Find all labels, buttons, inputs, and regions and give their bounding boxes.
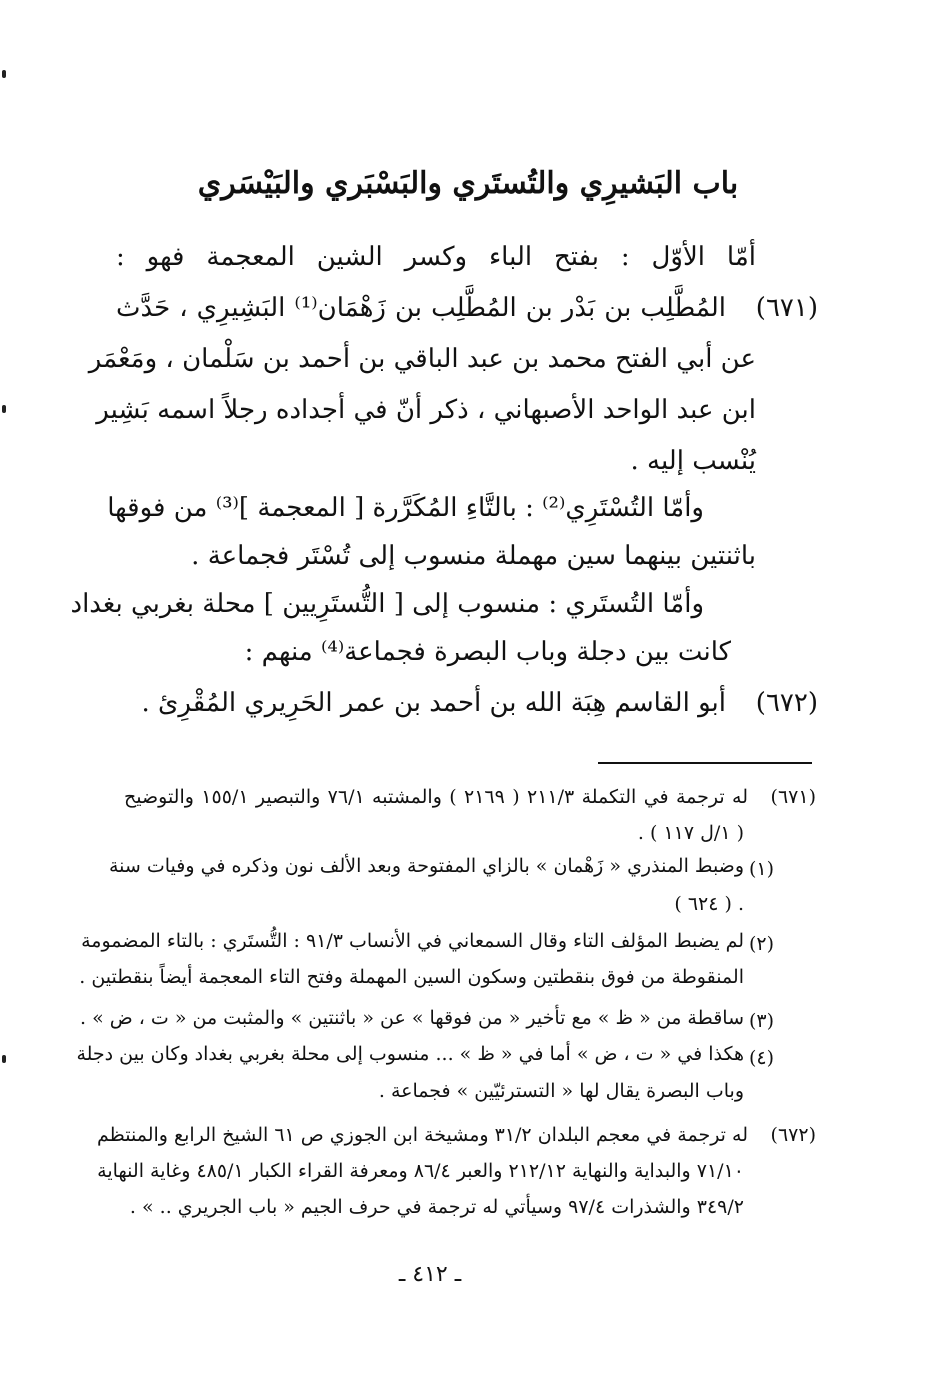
margin-mark	[2, 70, 6, 78]
entry-672-line: أبو القاسم هِبَة الله بن أحمد بن عمر الحَرِيري المُقْرِئ .	[141, 688, 726, 718]
footnote-line: لم يضبط المؤلف التاء وقال السمعاني في الأنساب ٩١/٣ : التُّستَري : بالتاء المضمومة	[81, 930, 744, 952]
chapter-title: باب البَشيرِي والتُستَري والبَسْبَري والبَيْسَري	[197, 166, 739, 201]
footnote-line: المنقوطة من فوق بنقطتين وسكون السين المهملة وفتح التاء المعجمة أيضاً بنقطتين .	[79, 966, 744, 988]
footnote-line: له ترجمة في التكملة ٢١١/٣ ( ٢١٦٩ ) والمشتبه ٧٦/١ والتبصير ١٥٥/١ والتوضيح	[124, 786, 748, 808]
footnote-marker-2: (٢)	[748, 933, 774, 955]
footnote-line: ساقطة من « ظ » مع تأخير « من فوقها » عن « باثنتين » والمثبت من « ت ، ض » .	[80, 1007, 744, 1029]
footnote-line: وضبط المنذري « زَهْمان » بالزاي المفتوحة وبعد الألف نون وذكره في وفيات سنة	[109, 855, 744, 877]
entry-671-line: عن أبي الفتح محمد بن عبد الباقي بن أحمد بن سَلْمان ، ومَعْمَر	[88, 344, 756, 374]
margin-mark	[2, 405, 6, 413]
intro-line: أمّا الأوّل : بفتح الباء وكسر الشين المعجمة فهو :	[116, 242, 756, 272]
entry-671-line: ابن عبد الواحد الأصبهاني ، ذكر أنّ في أجداده رجلاً اسمه بَشِير	[96, 395, 756, 425]
footnote-line: ( ١/ل ١١٧ ) .	[637, 822, 744, 844]
footnote-line: هكذا في « ت ، ض » أما في « ظ » ... منسوب إلى محلة بغربي بغداد وكان بين دجلة	[76, 1043, 744, 1065]
entry-number-672: (٦٧٢)	[755, 688, 818, 718]
footnote-marker-4: (٤)	[748, 1047, 774, 1069]
entry-number-671: (٦٧١)	[755, 293, 818, 323]
tustari-line: وأمّا التُسْتَرِي⁽²⁾ : بالتَّاءِ المُكَرَّرة [ المعجمة ]⁽³⁾ من فوقها	[107, 493, 704, 523]
tustari2-line: وأمّا التُستَري : منسوب إلى [ التُّستَرِيين ] محلة بغربي بغداد	[70, 589, 704, 619]
margin-mark	[2, 1055, 6, 1063]
footnote-line: له ترجمة في معجم البلدان ٣١/٢ ومشيخة ابن الجوزي ص ٦١ الشيخ الرابع والمنتظم	[97, 1124, 748, 1146]
footnote-line: ٣٤٩/٢ والشذرات ٩٧/٤ وسيأتي له ترجمة في حرف الجيم « باب الجريري .. » .	[129, 1196, 744, 1218]
tustari2-line: كانت بين دجلة وباب البصرة فجماعة⁽⁴⁾ منهم :	[244, 637, 731, 667]
entry-671-line: يُنْسب إليه .	[630, 446, 756, 476]
page-number: ـ ٤١٢ ـ	[398, 1262, 462, 1287]
tustari-line: باثنتين بينهما سين مهملة منسوب إلى تُسْتَر فجماعة .	[191, 541, 756, 571]
footnote-divider	[598, 762, 812, 764]
footnote-marker-672: (٦٧٢)	[770, 1124, 816, 1146]
entry-671-line: المُطَّلِب بن بَدْر بن المُطَّلِب بن زَهْمَان⁽¹⁾ البَشِيرِي ، حَدَّث	[116, 293, 726, 323]
footnote-line: ( ٦٢٤ ) .	[674, 893, 744, 915]
footnote-marker-3: (٣)	[748, 1010, 774, 1032]
footnote-line: ٧١/١٠ والبداية والنهاية ٢١٢/١٢ والعبر ٨٦/٤ ومعرفة القراء الكبار ٤٨٥/١ وغاية النهاية	[97, 1160, 744, 1182]
footnote-marker-671: (٦٧١)	[770, 786, 816, 808]
footnote-line: وباب البصرة يقال لها « التسترئيّين » فجماعة .	[378, 1080, 744, 1102]
footnote-marker-1: (١)	[748, 858, 774, 880]
